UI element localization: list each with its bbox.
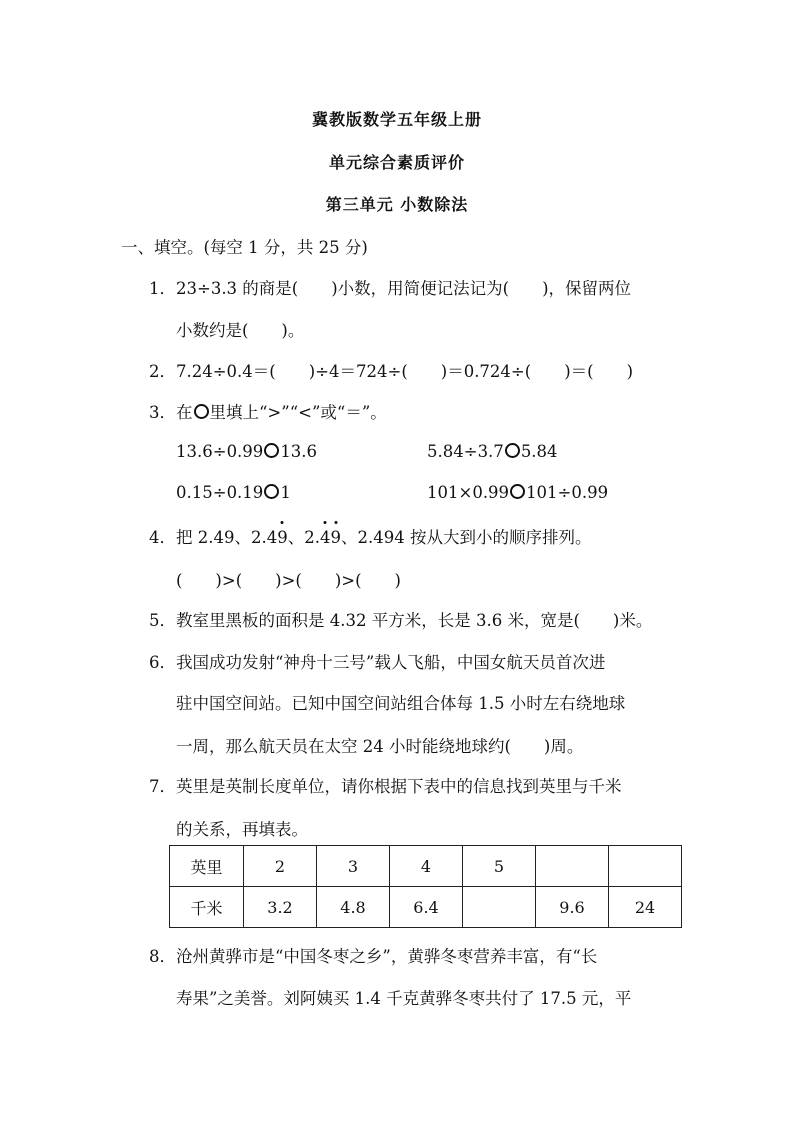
separator: 、 <box>287 528 305 547</box>
compare-left: 101×0.99 <box>427 483 510 502</box>
question-1-line-2: 小数约是( )。 <box>176 321 305 340</box>
number-part: 2. <box>304 528 320 547</box>
table-cell: 3.2 <box>244 887 317 928</box>
compare-left: 13.6÷0.99 <box>176 442 264 461</box>
repeating-digit <box>330 528 341 547</box>
question-6-line-3: 一周，那么航天员在太空 24 小时能绕地球约( )周。 <box>176 737 584 756</box>
question-6-line-1: 6．我国成功发射“神舟十三号”载人飞船，中国女航天员首次进 <box>149 653 606 672</box>
question-2: 2．7.24÷0.4＝( )÷4＝724÷( )＝0.724÷( )＝( ) <box>149 362 634 381</box>
table-header-cell: 千米 <box>170 887 244 928</box>
question-7-line-2: 的关系，再填表。 <box>176 820 308 839</box>
compare-circle-icon[interactable] <box>264 443 279 458</box>
section-heading: 一、填空。(每空 1 分，共 25 分) <box>121 238 368 257</box>
q4-prefix: 4．把 2.49、 <box>149 528 251 547</box>
compare-item-2 <box>427 442 558 461</box>
question-4 <box>149 524 591 548</box>
circle-icon <box>194 404 209 419</box>
table-cell: 5 <box>463 846 536 887</box>
digit: 9 <box>277 528 288 547</box>
q3-prefix: 3．在 <box>149 403 193 422</box>
repeat-dot-icon <box>281 521 284 524</box>
table-cell: 3 <box>317 846 390 887</box>
digit: 4 <box>319 528 331 547</box>
table-row <box>170 887 682 928</box>
compare-right: 101÷0.99 <box>526 483 609 502</box>
compare-right: 1 <box>280 483 291 502</box>
table-blank-cell[interactable] <box>609 846 682 887</box>
table-row <box>170 846 682 887</box>
compare-left: 0.15÷0.19 <box>176 483 264 502</box>
question-8-line-2: 寿果”之美誉。刘阿姨买 1.4 千克黄骅冬枣共付了 17.5 元，平 <box>176 989 632 1008</box>
repeat-dot-icon <box>334 521 337 524</box>
repeating-digit <box>277 528 288 547</box>
compare-circle-icon[interactable] <box>505 443 520 458</box>
q4-suffix: 、2.494 按从大到小的顺序排列。 <box>340 528 592 547</box>
table-blank-cell[interactable] <box>463 887 536 928</box>
unit-title: 第三单元 小数除法 <box>325 195 469 214</box>
question-1-line-1: 1．23÷3.3 的商是( )小数，用简便记法记为( )，保留两位 <box>149 279 632 298</box>
table-cell: 24 <box>609 887 682 928</box>
repeating-digit <box>320 528 331 547</box>
table-header-cell: 英里 <box>170 846 244 887</box>
table-cell: 6.4 <box>390 887 463 928</box>
compare-item-1 <box>176 442 317 461</box>
page-subtitle: 单元综合素质评价 <box>328 153 465 172</box>
compare-item-4 <box>427 483 608 502</box>
question-4-answer: ( )>( )>( )>( ) <box>176 571 401 590</box>
page-title: 冀教版数学五年级上册 <box>311 110 482 129</box>
conversion-table <box>169 845 682 928</box>
table-cell: 4.8 <box>317 887 390 928</box>
compare-left: 5.84÷3.7 <box>427 442 504 461</box>
table-cell: 4 <box>390 846 463 887</box>
table-cell: 9.6 <box>536 887 609 928</box>
compare-right: 13.6 <box>280 442 318 461</box>
compare-item-3 <box>176 483 291 502</box>
question-3-instruction <box>149 399 387 423</box>
question-8-line-1: 8．沧州黄骅市是“中国冬枣之乡”，黄骅冬枣营养丰富，有“长 <box>149 947 598 966</box>
compare-right: 5.84 <box>520 442 558 461</box>
question-7-line-1: 7．英里是英制长度单位，请你根据下表中的信息找到英里与千米 <box>149 777 622 796</box>
digit: 9 <box>330 528 341 547</box>
q3-suffix: 里填上“>”“<”或“＝”。 <box>209 403 387 422</box>
compare-circle-icon[interactable] <box>264 484 279 499</box>
number-part: 2.4 <box>250 528 278 547</box>
question-6-line-2: 驻中国空间站。已知中国空间站组合体每 1.5 小时左右绕地球 <box>176 694 626 713</box>
compare-circle-icon[interactable] <box>510 484 525 499</box>
table-blank-cell[interactable] <box>536 846 609 887</box>
table-cell: 2 <box>244 846 317 887</box>
repeat-dot-icon <box>324 521 327 524</box>
question-5: 5．教室里黑板的面积是 4.32 平方米，长是 3.6 米，宽是( )米。 <box>149 611 653 630</box>
